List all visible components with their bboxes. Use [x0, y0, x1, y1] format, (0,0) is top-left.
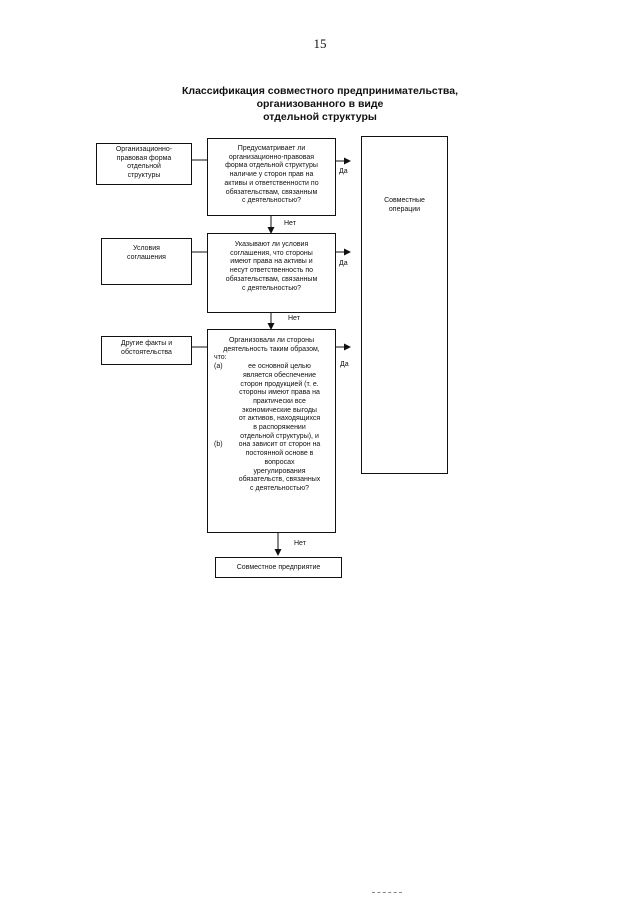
box-text-line: урегулирования — [253, 467, 306, 475]
title-line: организованного в виде — [256, 98, 384, 110]
box-text-line: соглашения, что стороны — [230, 249, 313, 257]
box-text-line: обязательств, связанных — [238, 476, 321, 484]
yes-label-2: Да — [339, 260, 348, 267]
joint-operations-box — [361, 136, 448, 474]
box-text-line: Организовали ли стороны — [228, 337, 315, 344]
question-3-item-b — [214, 441, 329, 493]
no-label-1: Нет — [284, 220, 296, 227]
box-text-line: она зависит от сторон на — [238, 441, 321, 449]
box-text-line: несут ответственность по — [229, 267, 314, 275]
box-text-line: практически все — [253, 397, 306, 405]
question-1-box — [207, 138, 336, 216]
box-text-line: отдельной — [127, 163, 161, 171]
box-text-line: обязательствам, связанным — [225, 188, 318, 196]
box-text-line: с деятельностью? — [250, 484, 309, 492]
yes-label-3: Да — [340, 361, 349, 368]
box-text-line: активы и ответственности по — [224, 179, 319, 187]
box-text-line: сторон продукцией (т. е. — [240, 380, 319, 388]
question-2-box — [207, 233, 336, 313]
box-text-line: Совместное предприятие — [236, 564, 321, 571]
box-text-line: соглашения — [127, 253, 166, 261]
box-text-line: в распоряжении — [253, 424, 306, 432]
scan-edge-mark — [372, 892, 402, 893]
question-3-intro — [214, 337, 329, 363]
box-text-line: ее основной целью — [248, 363, 311, 371]
box-text-line: обязательствам, связанным — [225, 275, 318, 283]
box-text-line: организационно-правовая — [228, 153, 315, 161]
box-text-line: отдельной структуры), и — [240, 432, 319, 440]
box-text-line: правовая форма — [116, 154, 172, 162]
box-text-line: постоянной основе в — [245, 450, 314, 458]
item-marker: (a) — [214, 363, 223, 371]
box-text-line: Указывают ли условия — [234, 241, 309, 248]
question-3-item-a — [214, 363, 329, 441]
box-text-line: форма отдельной структуры — [225, 162, 318, 170]
box-text-line: что: — [214, 354, 227, 362]
other-facts-box — [101, 336, 192, 365]
box-text-line: деятельность таким образом, — [223, 345, 320, 353]
box-text-line: Другие факты и — [120, 340, 173, 347]
legal-form-box — [96, 143, 192, 185]
box-text-line: Организационно- — [115, 146, 173, 153]
box-text-line: Совместные — [384, 197, 425, 204]
box-text-line: стороны имеют права на — [239, 389, 320, 397]
box-text-line: операции — [388, 205, 421, 213]
box-text-line: является обеспечение — [242, 371, 317, 379]
joint-venture-box — [215, 557, 342, 578]
box-text-line: Условия — [133, 245, 160, 252]
box-text-line: Предусматривает ли — [237, 145, 306, 152]
page-number: 15 — [313, 36, 327, 51]
no-label-3: Нет — [294, 540, 306, 547]
box-text-line: структуры — [127, 172, 161, 180]
box-text-line: от активов, находящихся — [238, 415, 321, 423]
no-label-2: Нет — [288, 315, 300, 322]
box-text-line: имеют права на активы и — [230, 258, 313, 266]
title-line: отдельной структуры — [263, 111, 377, 123]
title-line: Классификация совместного предпринимательства, — [182, 85, 458, 97]
box-text-line: с деятельностью? — [242, 197, 301, 205]
box-text-line: вопросах — [264, 458, 295, 466]
agreement-terms-box — [101, 238, 192, 285]
yes-label-1: Да — [339, 168, 348, 175]
item-marker: (b) — [214, 441, 223, 449]
box-text-line: наличие у сторон прав на — [229, 171, 314, 179]
box-text-line: экономические выгоды — [242, 406, 317, 414]
box-text-line: с деятельностью? — [242, 284, 301, 292]
box-text-line: обстоятельства — [121, 348, 172, 356]
question-3-box — [207, 329, 336, 533]
